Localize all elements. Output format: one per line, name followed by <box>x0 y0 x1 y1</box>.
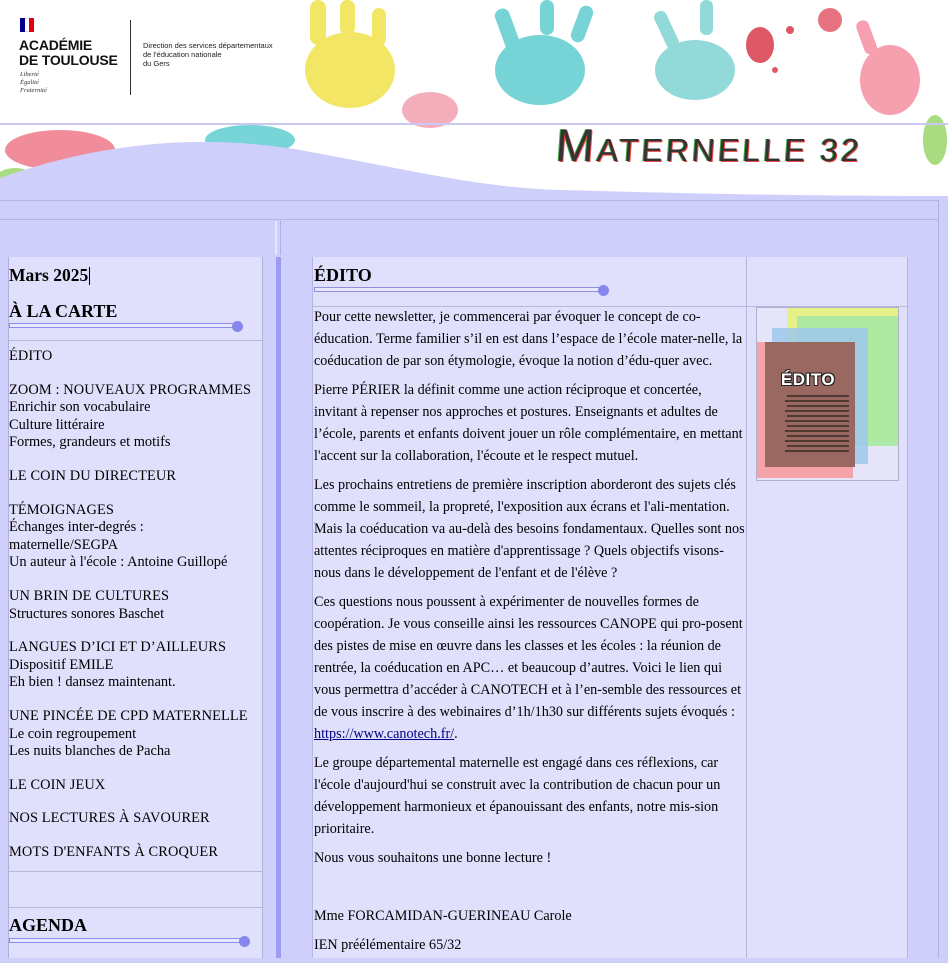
sidebar-divider <box>9 871 263 872</box>
menu-link-dansez[interactable]: Eh bien ! dansez maintenant. <box>9 674 176 691</box>
article-body <box>314 306 748 963</box>
newsletter-title <box>554 118 864 172</box>
article-paragraph: Pour cette newsletter, je commencerai par évoquer le concept de co-éducation. Terme familier s’il en est dans l’espace de l’école mater-nelle, la coéducation de par son étymologie, évoque la notion d’édu-quer avec. <box>314 309 743 369</box>
article-paragraph: Les prochains entretiens de première inscription aborderont des sujets clés comme le sommeil, la propreté, l'exposition aux écrans et l'ali-mentation. Mais la coéducation va au-delà des besoins fondamentaux. Quelles sont nos attentes réciproques en matière d'apprentissage ? Quels objectifs visons-nous dans le développement de l'enfant et de l'élève ? <box>314 477 745 581</box>
menu-group-edito <box>9 348 264 366</box>
menu-link-echanges[interactable]: Échanges inter-degrés : <box>9 519 144 536</box>
canotech-link[interactable]: https://www.canotech.fr/ <box>314 726 455 742</box>
banner <box>0 0 948 200</box>
menu-link-lectures[interactable]: NOS LECTURES À SAVOURER <box>9 810 210 827</box>
slider-track <box>9 323 237 328</box>
article-heading-slider[interactable] <box>314 285 609 297</box>
edito-illustration-graphic <box>757 308 898 480</box>
menu-group-temoignages <box>9 502 264 572</box>
menu-group-lectures <box>9 810 264 828</box>
academy-name-line1: ACADÉMIE <box>19 37 93 53</box>
menu-link-cpd[interactable]: UNE PINCÉE DE CPD MATERNELLE <box>9 707 248 724</box>
menu-link-vocabulaire[interactable]: Enrichir son vocabulaire <box>9 399 151 416</box>
direction-line3: du Gers <box>143 59 170 68</box>
article-heading: ÉDITO <box>314 265 372 285</box>
article-paragraph: Le groupe départemental maternelle est engagé dans ces réflexions, car l'école d'aujourd'hui se construit avec la contribution de chacun pour un développement harmonieux et épanouissant des enfants, notre mis-sion prioritaire. <box>314 755 721 837</box>
menu-group-cultures <box>9 588 264 623</box>
article-paragraph: Pierre PÉRIER la définit comme une action réciproque et concertée, invitant à repenser nos approches et postures. Enseignants et adultes de l’école, parents et enfants doivent jouer un rôle complémentaire, en mettant l'accent sur la collaboration, l'écoute et le respect mutuel. <box>314 382 743 464</box>
slider-knob[interactable] <box>598 285 609 296</box>
direction-line1: Direction des services départementaux <box>143 41 273 50</box>
sidebar-divider <box>9 340 263 341</box>
nav-strip-top <box>0 200 948 220</box>
menu-group-mots-enfants <box>9 844 264 862</box>
menu-link-culture-litteraire[interactable]: Culture littéraire <box>9 416 105 433</box>
slider-track <box>314 287 603 292</box>
nav-divider <box>275 221 277 255</box>
menu-link-mots-enfants[interactable]: MOTS D'ENFANTS À CROQUER <box>9 843 219 860</box>
menu-link-edito[interactable]: ÉDITO <box>9 348 53 364</box>
menu-heading: À LA CARTE <box>9 301 118 321</box>
logo-divider <box>130 20 131 95</box>
sidebar-menu <box>9 348 264 877</box>
menu-link-auteur[interactable]: Un auteur à l'école : Antoine Guillopé <box>9 554 228 571</box>
menu-link-pacha[interactable]: Les nuits blanches de Pacha <box>9 743 171 760</box>
academy-logo <box>0 0 300 110</box>
menu-link-coin-jeux[interactable]: LE COIN JEUX <box>9 776 106 793</box>
menu-group-directeur <box>9 468 264 486</box>
article-paragraph-text: Ces questions nous poussent à expérimenter de nouvelles formes de coopération. Je vous conseille ainsi les ressources CANOPE qui pro-posent des pistes de mise en œuvre dans les classes et les écoles : la réunion de rentrée, la coéducation en APC… et beaucoup d’autres. Voici le lien qui vous permettra d’accéder à CANOTECH et à l’en-semble des ressources et de vous inscrire à des webinaires d’1h/1h30 sur différents sujets évoqués : <box>314 594 743 720</box>
menu-link-temoignages[interactable]: TÉMOIGNAGES <box>9 501 115 518</box>
menu-link-regroupement[interactable]: Le coin regroupement <box>9 725 137 742</box>
menu-link-segpa[interactable]: maternelle/SEGPA <box>9 536 118 553</box>
newsletter-title-initial: M <box>554 119 600 171</box>
academy-name-line2: DE TOULOUSE <box>19 52 118 68</box>
menu-link-zoom[interactable]: ZOOM : NOUVEAUX PROGRAMMES <box>9 381 252 398</box>
menu-link-langues[interactable]: LANGUES D’ICI ET D’AILLEURS <box>9 639 227 656</box>
slider-track <box>9 938 244 943</box>
agenda-heading: AGENDA <box>9 915 88 935</box>
motto-liberte: Liberté <box>20 71 39 78</box>
menu-link-formes-grandeurs[interactable]: Formes, grandeurs et motifs <box>9 434 171 451</box>
newsletter-title-rest: ATERNELLE 32 <box>595 132 864 168</box>
agenda-heading-slider[interactable] <box>9 936 250 948</box>
nav-strip <box>0 221 948 255</box>
article-paragraph <box>314 591 748 745</box>
column-separator <box>276 257 281 958</box>
menu-link-brin-cultures[interactable]: UN BRIN DE CULTURES <box>9 587 170 604</box>
nav-divider <box>280 221 281 255</box>
menu-group-langues <box>9 639 264 692</box>
right-margin-column <box>938 200 948 958</box>
slider-knob[interactable] <box>239 936 250 947</box>
direction-line2: de l'éducation nationale <box>143 50 222 59</box>
article-paragraph: Nous vous souhaitons une bonne lecture ! <box>314 850 552 866</box>
edito-illustration-label: ÉDITO <box>780 370 836 389</box>
motto-fraternite: Fraternité <box>20 87 47 94</box>
menu-heading-slider[interactable] <box>9 321 243 333</box>
menu-group-cpd <box>9 708 264 761</box>
article-paragraph-end: . <box>454 726 458 742</box>
signature-name: Mme FORCAMIDAN-GUERINEAU Carole <box>314 908 572 924</box>
menu-link-baschet[interactable]: Structures sonores Baschet <box>9 605 165 622</box>
menu-group-jeux <box>9 777 264 795</box>
menu-link-coin-directeur[interactable]: LE COIN DU DIRECTEUR <box>9 467 177 484</box>
sidebar-divider <box>9 907 263 908</box>
motto-egalite: Égalité <box>20 79 39 86</box>
signature-role: IEN préélémentaire 65/32 <box>314 937 462 953</box>
issue-date: Mars 2025 <box>9 265 89 285</box>
edito-illustration <box>756 307 899 481</box>
menu-group-zoom <box>9 382 264 452</box>
slider-knob[interactable] <box>232 321 243 332</box>
menu-link-emile[interactable]: Dispositif EMILE <box>9 656 114 673</box>
text-caret <box>89 267 90 285</box>
republic-flag-icon <box>20 18 34 32</box>
